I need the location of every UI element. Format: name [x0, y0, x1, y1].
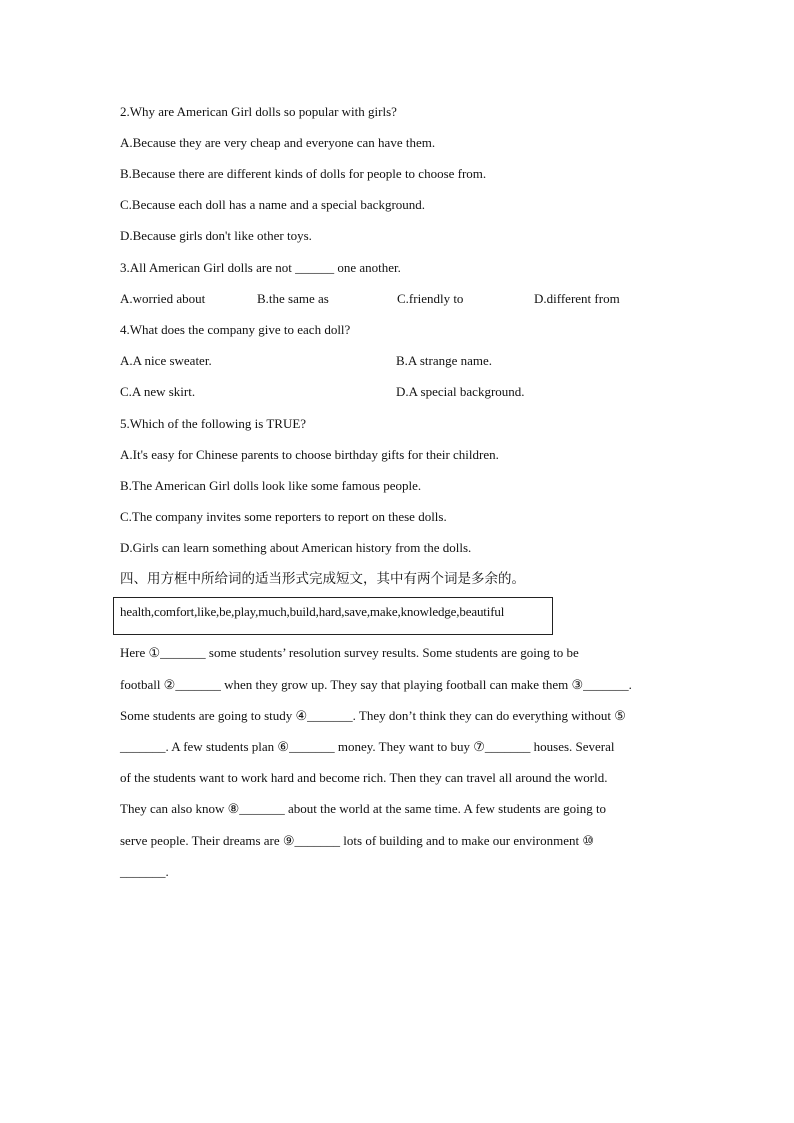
question-2-option-b: B.Because there are different kinds of dolls for people to choose from.	[120, 166, 487, 181]
question-5-option-d: D.Girls can learn something about American history from the dolls.	[120, 540, 472, 555]
section-4-heading: 四、用方框中所给词的适当形式完成短文，其中有两个词是多余的。	[120, 571, 525, 586]
question-3-option-b: B.the same as	[257, 291, 329, 306]
question-5-stem: 5.Which of the following is TRUE?	[120, 416, 307, 431]
passage-line-3: Some students are going to study ④_______. They don’t think they can do everything without ⑤	[120, 708, 626, 723]
question-5-option-a: A.It's easy for Chinese parents to choose birthday gifts for their children.	[120, 447, 499, 462]
question-2-option-d: D.Because girls don't like other toys.	[120, 228, 312, 243]
question-2-stem: 2.Why are American Girl dolls so popular with girls?	[120, 104, 397, 119]
passage-line-4: _______. A few students plan ⑥_______ money. They want to buy ⑦_______ houses. Several	[120, 739, 615, 754]
word-bank-text: health,comfort,like,be,play,much,build,hard,save,make,knowledge,beautiful	[120, 604, 505, 619]
question-3-stem: 3.All American Girl dolls are not ______ one another.	[120, 260, 401, 275]
question-3-option-a: A.worried about	[120, 291, 206, 306]
question-2-option-c: C.Because each doll has a name and a special background.	[120, 197, 426, 212]
passage-line-6: They can also know ⑧_______ about the world at the same time. A few students are going to	[120, 801, 607, 816]
passage-line-5: of the students want to work hard and become rich. Then they can travel all around the world.	[120, 770, 608, 785]
question-4-option-a: A.A nice sweater.	[120, 353, 212, 368]
question-3-option-d: D.different from	[534, 291, 620, 306]
word-bank-box	[113, 597, 553, 635]
question-2-option-a: A.Because they are very cheap and everyone can have them.	[120, 135, 436, 150]
question-4-option-c: C.A new skirt.	[120, 384, 196, 399]
passage-line-7: serve people. Their dreams are ⑨_______ lots of building and to make our environment ⑩	[120, 833, 594, 848]
passage-line-1: Here ①_______ some students’ resolution survey results. Some students are going to be	[120, 645, 579, 660]
passage-line-8: _______.	[120, 864, 169, 879]
question-4-stem: 4.What does the company give to each doll?	[120, 322, 351, 337]
question-4-option-d: D.A special background.	[396, 384, 525, 399]
question-5-option-b: B.The American Girl dolls look like some famous people.	[120, 478, 422, 493]
question-3-option-c: C.friendly to	[397, 291, 464, 306]
question-4-option-b: B.A strange name.	[396, 353, 493, 368]
passage-line-2: football ②_______ when they grow up. They say that playing football can make them ③_______.	[120, 677, 632, 692]
question-5-option-c: C.The company invites some reporters to report on these dolls.	[120, 509, 447, 524]
